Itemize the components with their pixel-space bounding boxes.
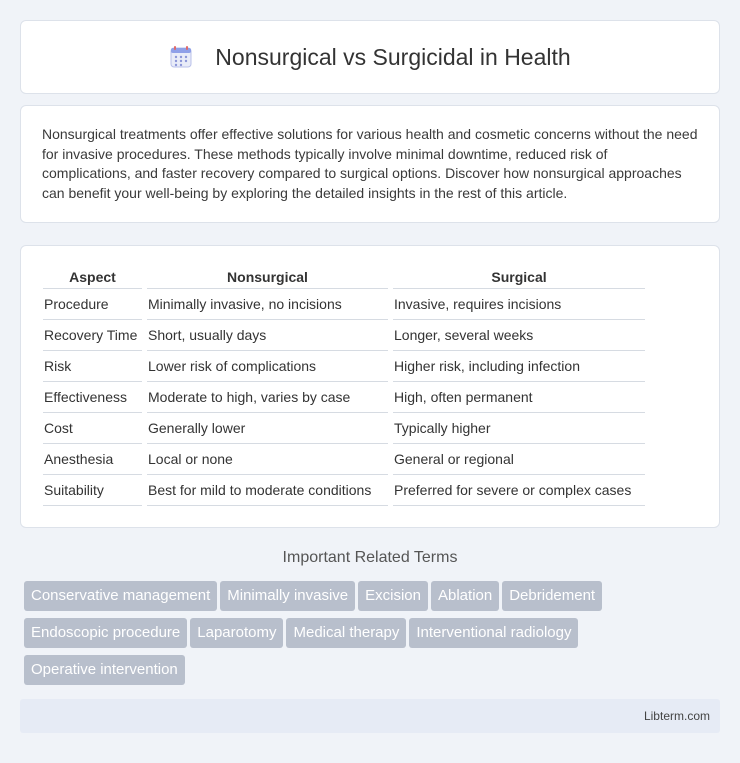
related-terms-list	[24, 581, 724, 692]
related-term-tag[interactable]: Endoscopic procedure	[24, 618, 187, 648]
related-term-tag[interactable]: Minimally invasive	[220, 581, 355, 611]
table-cell: Local or none	[147, 444, 388, 475]
table-cell: Lower risk of complications	[147, 351, 388, 382]
table-cell: Best for mild to moderate conditions	[147, 475, 388, 506]
table-row	[43, 413, 645, 444]
table-cell: Effectiveness	[43, 382, 142, 413]
table-cell: Suitability	[43, 475, 142, 506]
page-title: Nonsurgical vs Surgicidal in Health	[215, 43, 571, 70]
related-term-tag[interactable]: Operative intervention	[24, 655, 185, 685]
table-row	[43, 382, 645, 413]
calendar-icon	[169, 45, 193, 69]
related-term-tag[interactable]: Laparotomy	[190, 618, 283, 648]
table-cell: Higher risk, including infection	[393, 351, 645, 382]
related-term-tag[interactable]: Debridement	[502, 581, 602, 611]
related-term-tag[interactable]: Excision	[358, 581, 428, 611]
header-card	[20, 20, 720, 94]
related-term-tag[interactable]: Conservative management	[24, 581, 217, 611]
table-row	[43, 475, 645, 506]
footer-site-link[interactable]: Libterm.com	[643, 709, 710, 723]
related-term-tag[interactable]: Interventional radiology	[409, 618, 578, 648]
table-header-row	[43, 266, 645, 289]
table-cell: Minimally invasive, no incisions	[147, 289, 388, 320]
table-cell: General or regional	[393, 444, 645, 475]
table-cell: Cost	[43, 413, 142, 444]
intro-card	[20, 105, 720, 223]
comparison-card	[20, 245, 720, 528]
table-cell: Invasive, requires incisions	[393, 289, 645, 320]
intro-text: Nonsurgical treatments offer effective solutions for various health and cosmetic concerns without the need for invasive procedures. These methods typically involve minimal downtime, reduced risk of complications, and faster recovery compared to surgical options. Discover how nonsurgical approaches can benefit your well-being by exploring the detailed insights in the rest of this article.	[42, 126, 698, 201]
table-cell: Moderate to high, varies by case	[147, 382, 388, 413]
column-header-nonsurgical: Nonsurgical	[147, 266, 388, 289]
table-row	[43, 351, 645, 382]
table-cell: Longer, several weeks	[393, 320, 645, 351]
table-cell: Anesthesia	[43, 444, 142, 475]
table-cell: High, often permanent	[393, 382, 645, 413]
related-term-tag[interactable]: Ablation	[431, 581, 499, 611]
table-row	[43, 320, 645, 351]
table-row	[43, 289, 645, 320]
related-terms-title: Important Related Terms	[282, 549, 458, 566]
related-term-tag[interactable]: Medical therapy	[286, 618, 406, 648]
table-cell: Procedure	[43, 289, 142, 320]
table-cell: Short, usually days	[147, 320, 388, 351]
table-cell: Generally lower	[147, 413, 388, 444]
comparison-table	[38, 266, 650, 506]
column-header-aspect: Aspect	[43, 266, 142, 289]
column-header-surgical: Surgical	[393, 266, 645, 289]
table-cell: Recovery Time	[43, 320, 142, 351]
table-cell: Risk	[43, 351, 142, 382]
footer	[20, 699, 720, 733]
table-row	[43, 444, 645, 475]
table-cell: Preferred for severe or complex cases	[393, 475, 645, 506]
table-cell: Typically higher	[393, 413, 645, 444]
